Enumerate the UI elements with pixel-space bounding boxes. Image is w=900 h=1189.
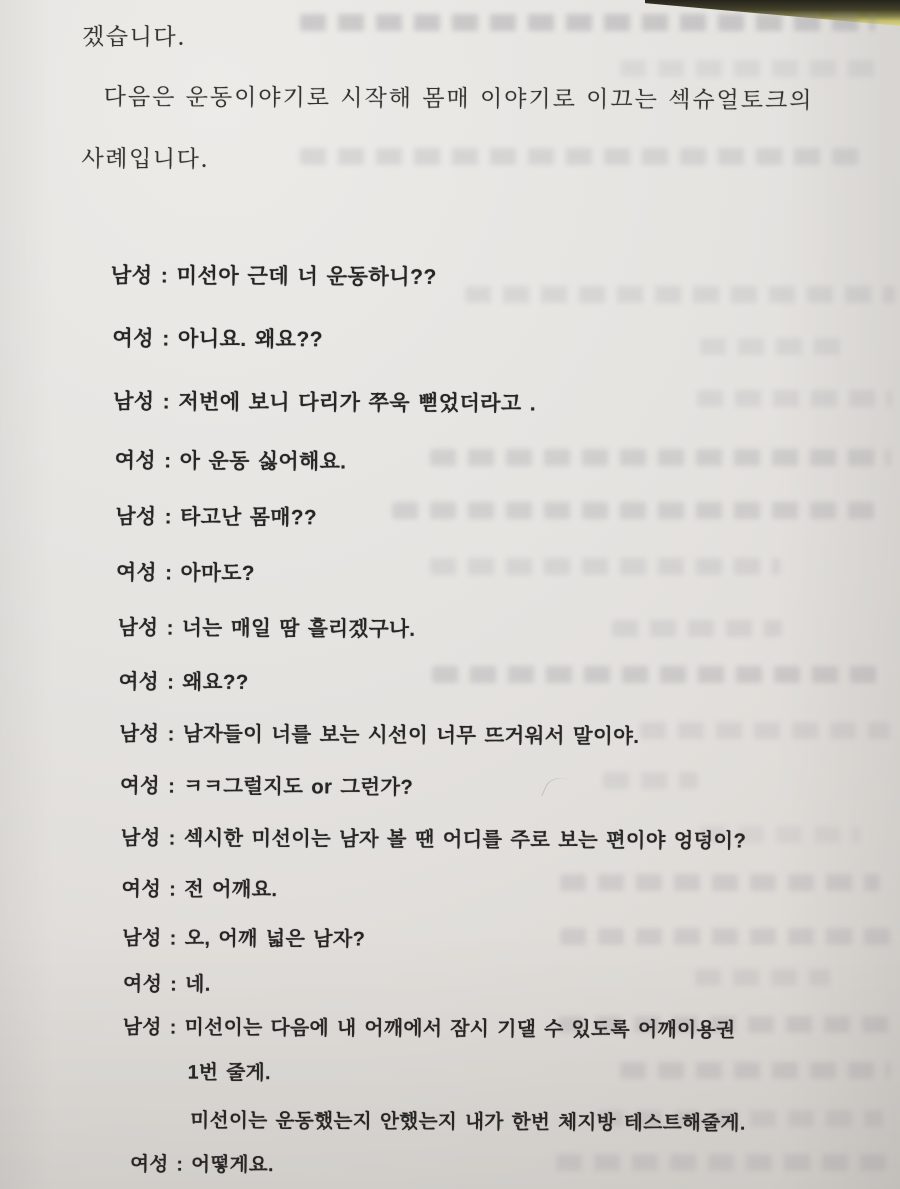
dialogue-text: 전 어깨요.	[184, 878, 278, 902]
speaker-separator: :	[156, 561, 181, 585]
dialogue-line	[119, 717, 639, 749]
speaker-label: 남성	[122, 927, 162, 950]
intro-line-3: 사례입니다.	[81, 146, 210, 173]
dialogue-text: 어떻게요.	[191, 1153, 274, 1177]
dialogue-line	[121, 821, 747, 853]
speaker-label: 여성	[120, 775, 161, 798]
dialogue-text: 섹시한 미선이는 남자 볼 땐 어디를 주로 보는 편이야 엉덩이?	[183, 827, 747, 853]
speaker-label: 남성	[110, 264, 153, 288]
speaker-separator: :	[168, 1153, 192, 1176]
dialogue-line	[113, 385, 536, 417]
speaker-separator: :	[162, 973, 186, 996]
dialogue-text: 아 운동 싫어해요.	[179, 449, 347, 474]
dialogue-text: 아마도?	[180, 561, 255, 586]
dialogue-text: 저번에 보니 다리가 쭈욱 뻗었더라고 .	[178, 390, 537, 416]
speaker-label: 여성	[122, 973, 163, 996]
dialogue-line	[120, 769, 413, 800]
speaker-label: 여성	[116, 561, 158, 585]
dialogue-line	[118, 610, 416, 642]
speaker-separator: :	[154, 390, 179, 414]
speaker-label: 여성	[118, 670, 160, 694]
dialogue-line	[111, 259, 437, 291]
dialogue-text: 너는 매일 땀 흘리겠구나.	[181, 616, 416, 641]
dialogue-line	[122, 921, 365, 951]
speaker-separator: :	[153, 327, 179, 351]
dialogue-line	[123, 1010, 736, 1042]
speaker-label: 남성	[117, 616, 159, 640]
dialogue-line	[123, 967, 211, 996]
dialogue-text: 아니요. 왜요??	[177, 327, 323, 352]
dialogue-continuation-text: 미선이는 운동했는지 안했는지 내가 한번 체지방 테스트해줄게.	[190, 1109, 746, 1135]
dialogue-text: 미선이는 다음에 내 어깨에서 잠시 기댈 수 있도록 어깨이용권	[184, 1016, 736, 1042]
dialogue-text: 왜요??	[182, 670, 249, 694]
speaker-label: 남성	[115, 505, 157, 529]
dialogue-line	[115, 499, 317, 530]
speaker-separator: :	[158, 670, 183, 694]
speaker-separator: :	[152, 264, 177, 288]
speaker-label: 남성	[120, 827, 161, 850]
dialogue-text: 미선아 근데 너 운동하니??	[176, 264, 437, 289]
dialogue-line	[119, 664, 249, 695]
dialogue-line	[130, 1148, 274, 1177]
speaker-separator: :	[161, 1016, 185, 1039]
dialogue-text: 오, 어깨 넓은 남자?	[184, 927, 366, 951]
dialogue-line	[112, 322, 323, 353]
dialogue-continuation-text: 1번 줄게.	[187, 1061, 271, 1085]
dialogue-text: 남자들이 너를 보는 시선이 너무 뜨거워서 말이야.	[182, 723, 640, 749]
intro-line-1: 겠습니다.	[81, 24, 187, 51]
speaker-label: 남성	[119, 723, 160, 746]
speaker-label: 남성	[113, 390, 155, 414]
speaker-separator: :	[155, 449, 180, 473]
dialogue-text: 타고난 몸매??	[180, 505, 318, 530]
dialogue-text: 네.	[185, 973, 211, 996]
speaker-label: 여성	[114, 449, 157, 473]
dialogue-text: ㅋㅋ그럴지도 or 그런가?	[183, 775, 414, 799]
dialogue-line	[115, 443, 347, 474]
intro-line-2: 다음은 운동이야기로 시작해 몸매 이야기로 이끄는 섹슈얼토크의	[103, 84, 814, 114]
speaker-separator: :	[156, 505, 181, 529]
speaker-separator: :	[158, 616, 183, 640]
speaker-separator: :	[160, 827, 184, 850]
dialogue-line	[188, 1056, 271, 1085]
speaker-label: 남성	[122, 1016, 162, 1039]
speaker-separator: :	[161, 878, 185, 901]
speaker-label: 여성	[130, 1153, 169, 1176]
speaker-separator: :	[161, 927, 185, 950]
dialogue-line	[121, 872, 277, 902]
speaker-separator: :	[160, 775, 184, 798]
speaker-separator: :	[159, 723, 183, 746]
dialogue-line	[116, 555, 255, 586]
speaker-label: 여성	[121, 878, 162, 901]
dialogue-line	[190, 1104, 746, 1136]
speaker-label: 여성	[112, 327, 155, 351]
